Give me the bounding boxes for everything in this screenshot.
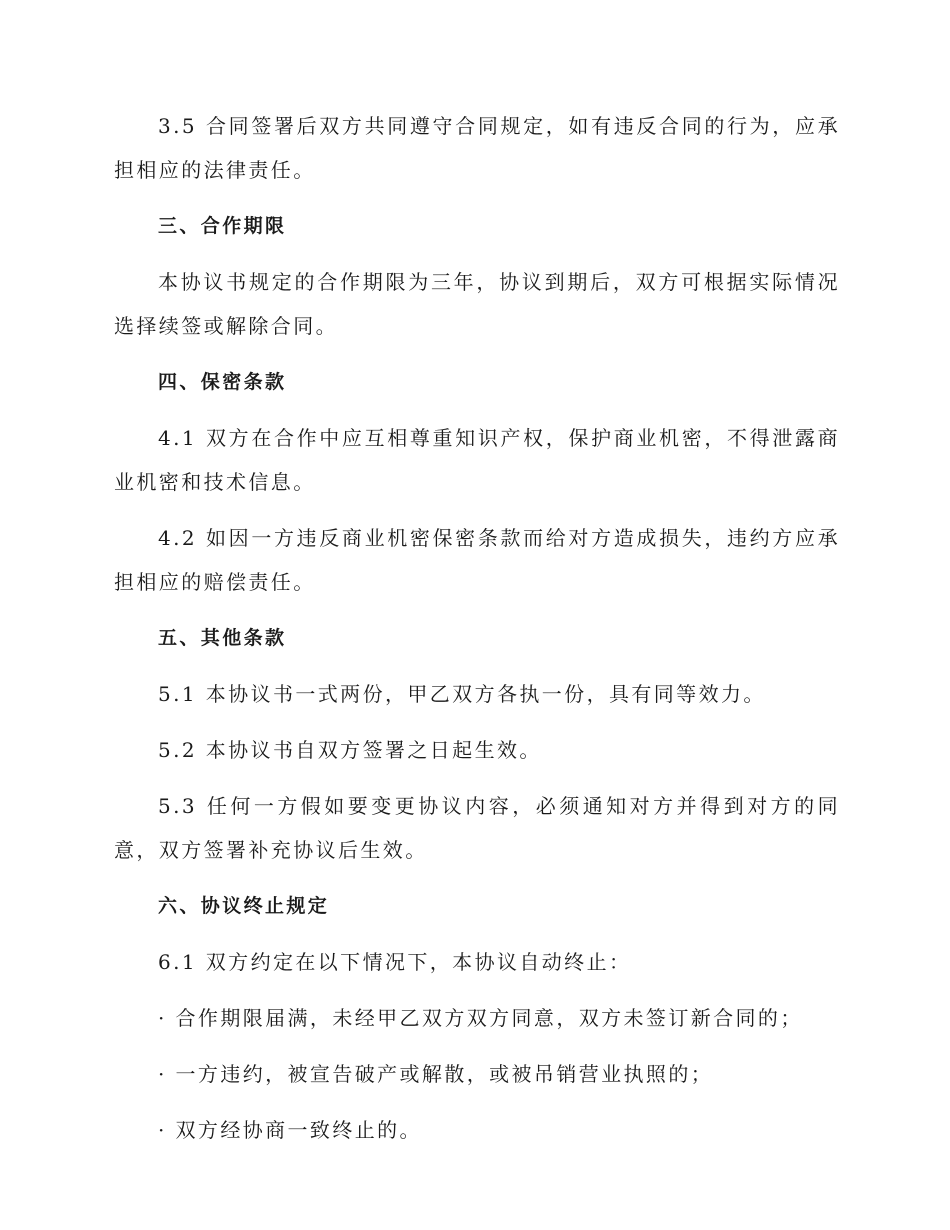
termination-bullet-3: · 双方经协商一致终止的。 xyxy=(158,1118,422,1142)
clause-3-5: 3.5 合同签署后双方共同遵守合同规定，如有违反合同的行为，应承担相应的法律责任。 xyxy=(114,114,840,182)
clause-6-1: 6.1 双方约定在以下情况下，本协议自动终止： xyxy=(158,950,632,974)
clause-5-1: 5.1 本协议书一式两份，甲乙双方各执一份，具有同等效力。 xyxy=(158,682,766,706)
section-heading-termination: 六、协议终止规定 xyxy=(158,895,330,917)
cooperation-period-paragraph: 本协议书规定的合作期限为三年，协议到期后，双方可根据实际情况选择续签或解除合同。 xyxy=(114,270,840,338)
section-heading-confidentiality: 四、保密条款 xyxy=(158,371,287,393)
section-heading-other-terms: 五、其他条款 xyxy=(158,627,287,649)
clause-4-1: 4.1 双方在合作中应互相尊重知识产权，保护商业机密，不得泄露商业机密和技术信息。 xyxy=(114,426,840,494)
document-page xyxy=(114,104,840,1164)
clause-4-2: 4.2 如因一方违反商业机密保密条款而给对方造成损失，违约方应承担相应的赔偿责任。 xyxy=(114,526,840,594)
termination-bullet-1: · 合作期限届满，未经甲乙双方双方同意，双方未签订新合同的； xyxy=(158,1006,803,1030)
clause-5-3: 5.3 任何一方假如要变更协议内容，必须通知对方并得到对方的同意，双方签署补充协议后生效。 xyxy=(114,794,840,862)
termination-bullet-2: · 一方违约，被宣告破产或解散，或被吊销营业执照的； xyxy=(158,1062,714,1086)
clause-5-2: 5.2 本协议书自双方签署之日起生效。 xyxy=(158,738,542,762)
section-heading-cooperation-period: 三、合作期限 xyxy=(158,215,287,237)
